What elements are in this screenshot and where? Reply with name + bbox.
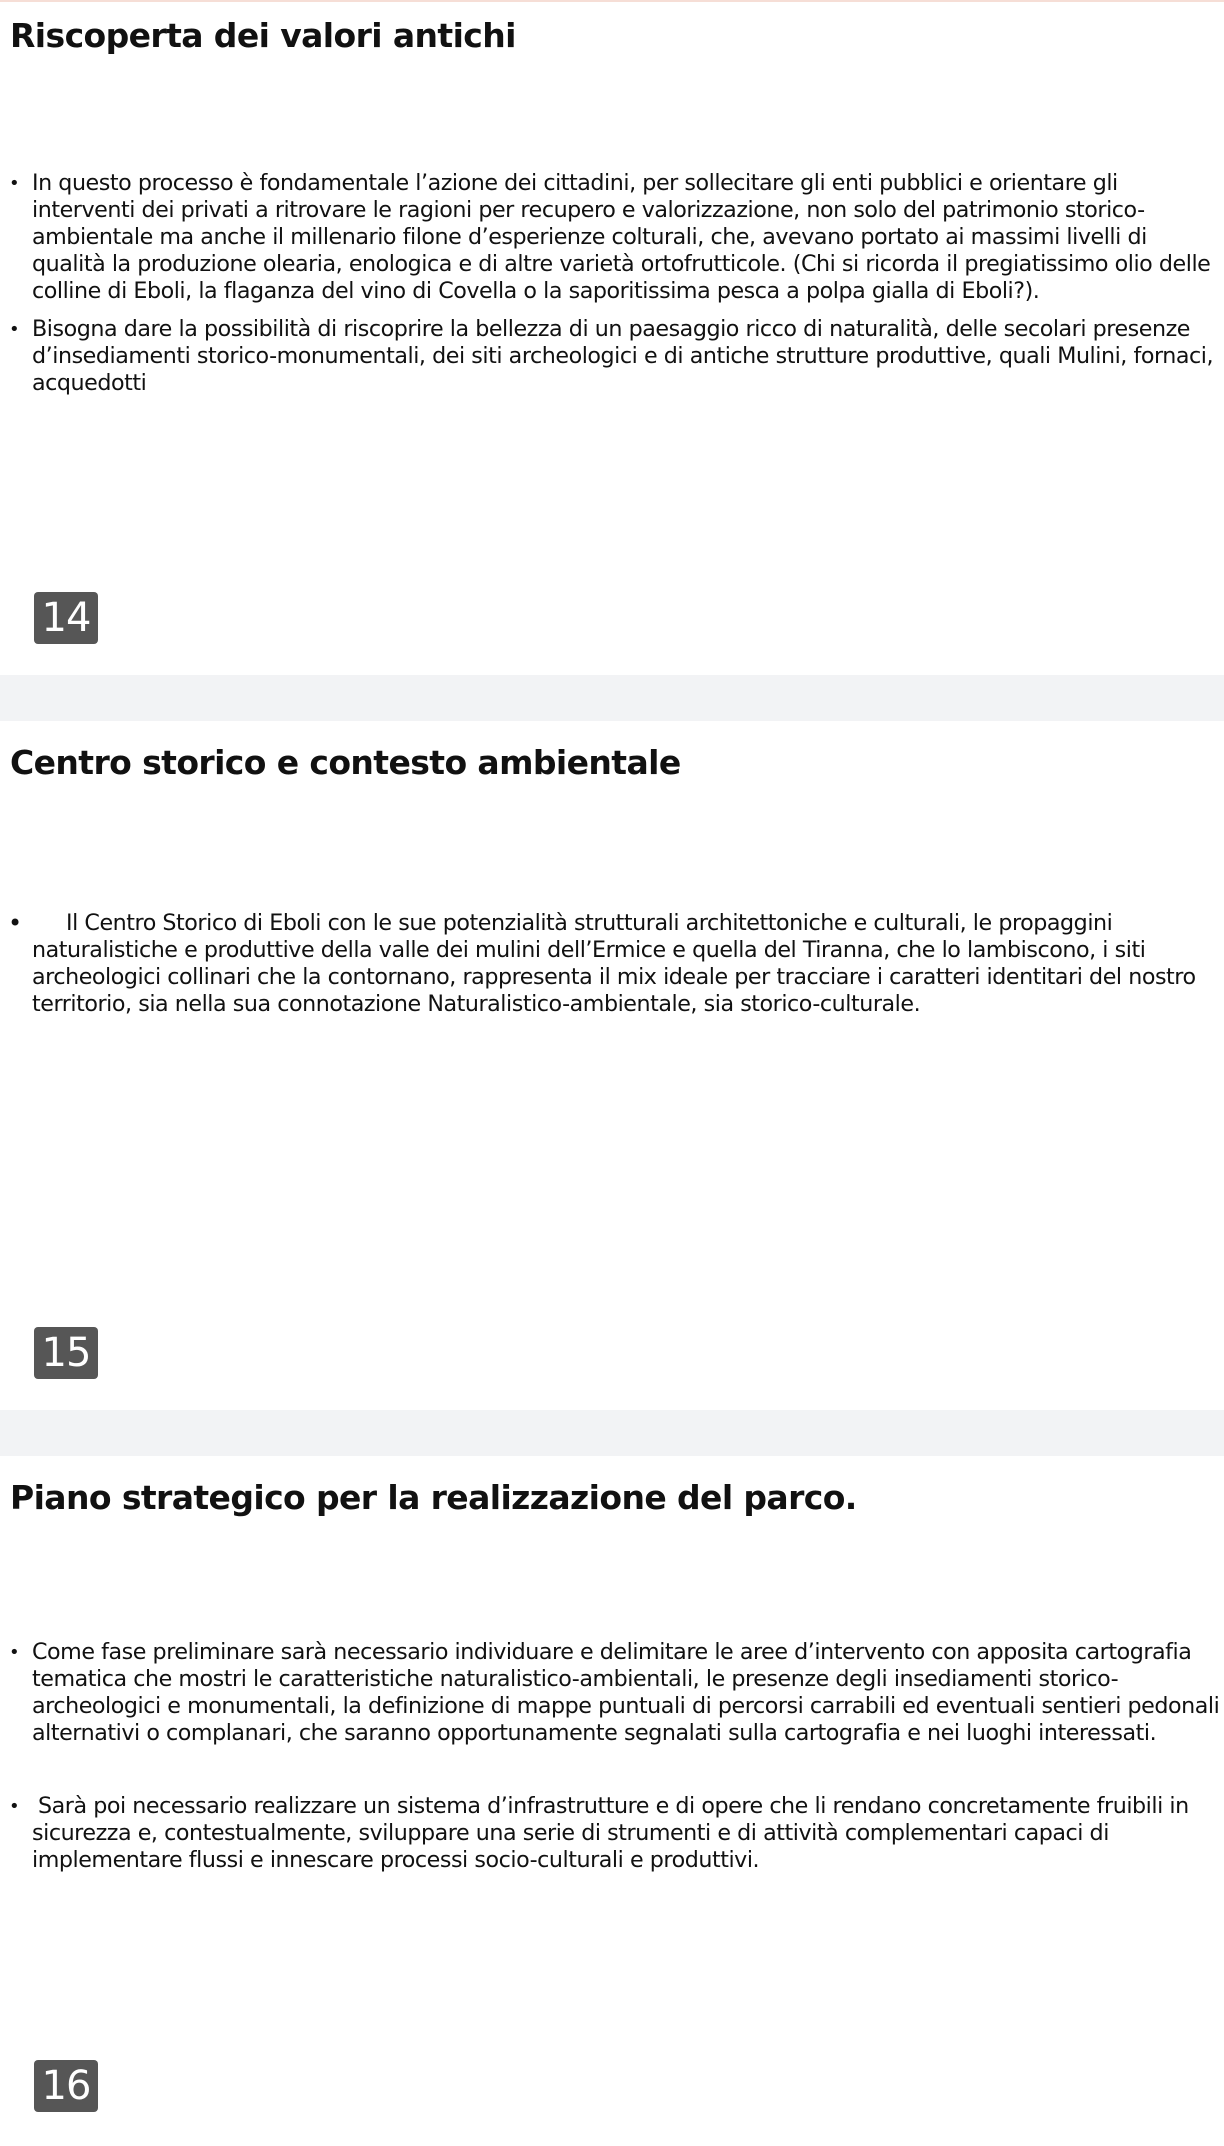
slide-16 xyxy=(0,1456,1224,2146)
bullet-list xyxy=(0,910,1222,1018)
bullet-marker: • xyxy=(9,173,20,194)
slide-title: Piano strategico per la realizzazione del parco. xyxy=(10,1478,857,1517)
bullet-list xyxy=(0,170,1222,397)
bullet-item xyxy=(0,910,1222,1018)
bullet-text: Come fase preliminare sarà necessario individuare e delimitare le aree d’intervento con apposita cartografia tematica che mostri le caratteristiche naturalistico-ambientali, le presenze degli insediamenti storico-archeologici e monumentali, la definizione di mappe puntuali di percorsi carrabili ed eventuali sentieri pedonali alternativi o complanari, che saranno opportunamente segnalati sulla cartografia e nei luoghi interessati. xyxy=(32,1639,1220,1746)
bullet-item xyxy=(0,1793,1222,1874)
bullet-item xyxy=(0,170,1222,305)
bullet-marker: • xyxy=(8,909,22,937)
bullet-list xyxy=(0,1639,1222,1874)
page-number-badge: 14 xyxy=(34,592,98,644)
bullet-text: In questo processo è fondamentale l’azione dei cittadini, per sollecitare gli enti pubblici e orientare gli interventi dei privati a ritrovare le ragioni per recupero e valorizzazione, non solo del patrimonio storico-ambientale ma anche il millenario filone d’esperienze colturali, che, avevano portato ai massimi livelli di qualità la produzione olearia, enologica e di altre varietà ortofrutticole. (Chi si ricorda il pregiatissimo olio delle colline di Eboli, la flaganza del vino di Covella o la saporitissima pesca a polpa gialla di Eboli?). xyxy=(32,170,1211,304)
bullet-marker: • xyxy=(9,1796,20,1817)
bullet-text: Il Centro Storico di Eboli con le sue potenzialità strutturali architettoniche e culturali, le propaggini naturalistiche e produttive della valle dei mulini dell’Ermice e quella del Tiranna, che lo lambiscono, i siti archeologici collinari che la contornano, rappresenta il mix ideale per tracciare i caratteri identitari del nostro territorio, sia nella sua connotazione Naturalistico-ambientale, sia storico-culturale. xyxy=(32,910,1196,1017)
bullet-item xyxy=(0,316,1222,397)
bullet-marker: • xyxy=(9,1642,20,1663)
page-number-badge: 15 xyxy=(34,1327,98,1379)
page-number-badge: 16 xyxy=(34,2060,98,2112)
slide-title: Centro storico e contesto ambientale xyxy=(10,743,681,782)
bullet-text: Sarà poi necessario realizzare un sistema d’infrastrutture e di opere che li rendano concretamente fruibili in sicurezza e, contestualmente, sviluppare una serie di strumenti e di attività complementari capaci di implementare flussi e innescare processi socio-culturali e produttivi. xyxy=(32,1793,1189,1873)
slide-14 xyxy=(0,2,1224,675)
slide-15 xyxy=(0,721,1224,1410)
slide-separator xyxy=(0,675,1224,721)
slide-title: Riscoperta dei valori antichi xyxy=(10,16,516,55)
bullet-item xyxy=(0,1639,1222,1747)
bullet-marker: • xyxy=(9,319,20,340)
slide-separator xyxy=(0,1410,1224,1456)
bullet-text: Bisogna dare la possibilità di riscoprire la bellezza di un paesaggio ricco di naturalità, delle secolari presenze d’insediamenti storico-monumentali, dei siti archeologici e di antiche strutture produttive, quali Mulini, fornaci, acquedotti xyxy=(32,316,1214,396)
